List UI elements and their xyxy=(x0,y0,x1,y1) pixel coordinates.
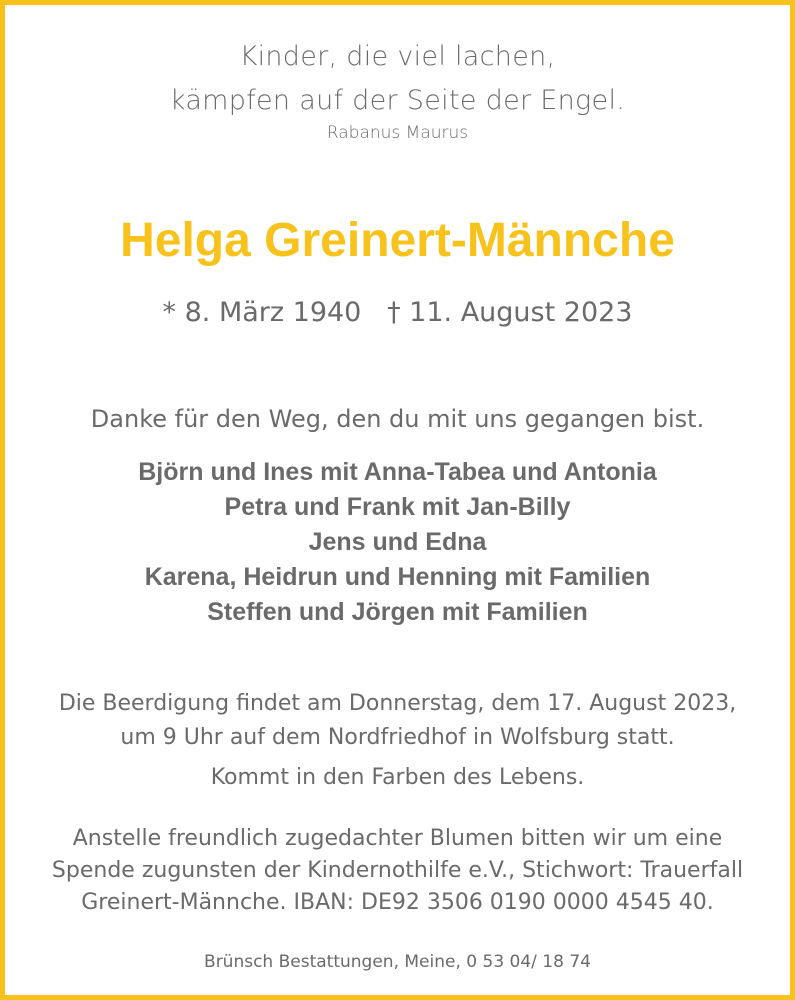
mourners-list xyxy=(5,455,790,630)
funeral-line-1: Die Beerdigung findet am Donnerstag, dem 17. August 2023, xyxy=(58,691,737,716)
deceased-name: Helga Greinert-Männche xyxy=(120,214,675,267)
donation-line-3: Greinert-Männche. IBAN: DE92 3506 0190 0000 4545 40. xyxy=(81,890,714,915)
quote-line-1: Kinder, die viel lachen, xyxy=(239,41,556,72)
mourner-line: Petra und Frank mit Jan-Billy xyxy=(224,493,571,521)
funeral-line-2: um 9 Uhr auf dem Nordfriedhof in Wolfsburg statt. xyxy=(120,725,675,750)
mourner-line: Karena, Heidrun und Henning mit Familien xyxy=(144,563,651,591)
quote-line-2: kämpfen auf der Seite der Engel. xyxy=(169,85,626,116)
thanks-line: Danke für den Weg, den du mit uns gegangen bist. xyxy=(90,405,705,433)
funeral-info xyxy=(5,687,790,755)
colors-note: Kommt in den Farben des Lebens. xyxy=(210,765,585,790)
quote-author: Rabanus Maurus xyxy=(326,123,469,143)
donation-info xyxy=(5,823,790,919)
donation-line-1: Anstelle freundlich zugedachter Blumen bitten wir um eine xyxy=(72,826,723,851)
life-dates: * 8. März 1940 † 11. August 2023 xyxy=(162,297,633,328)
undertaker-info: Brünsch Bestattungen, Meine, 0 53 04/ 18 74 xyxy=(204,952,591,972)
mourner-line: Björn und Ines mit Anna-Tabea und Antonia xyxy=(138,458,657,486)
quote-block xyxy=(5,35,790,143)
mourner-line: Jens und Edna xyxy=(308,528,487,556)
donation-line-2: Spende zugunsten der Kindernothilfe e.V., Stichwort: Trauerfall xyxy=(51,858,744,883)
mourner-line: Steffen und Jörgen mit Familien xyxy=(207,598,588,626)
